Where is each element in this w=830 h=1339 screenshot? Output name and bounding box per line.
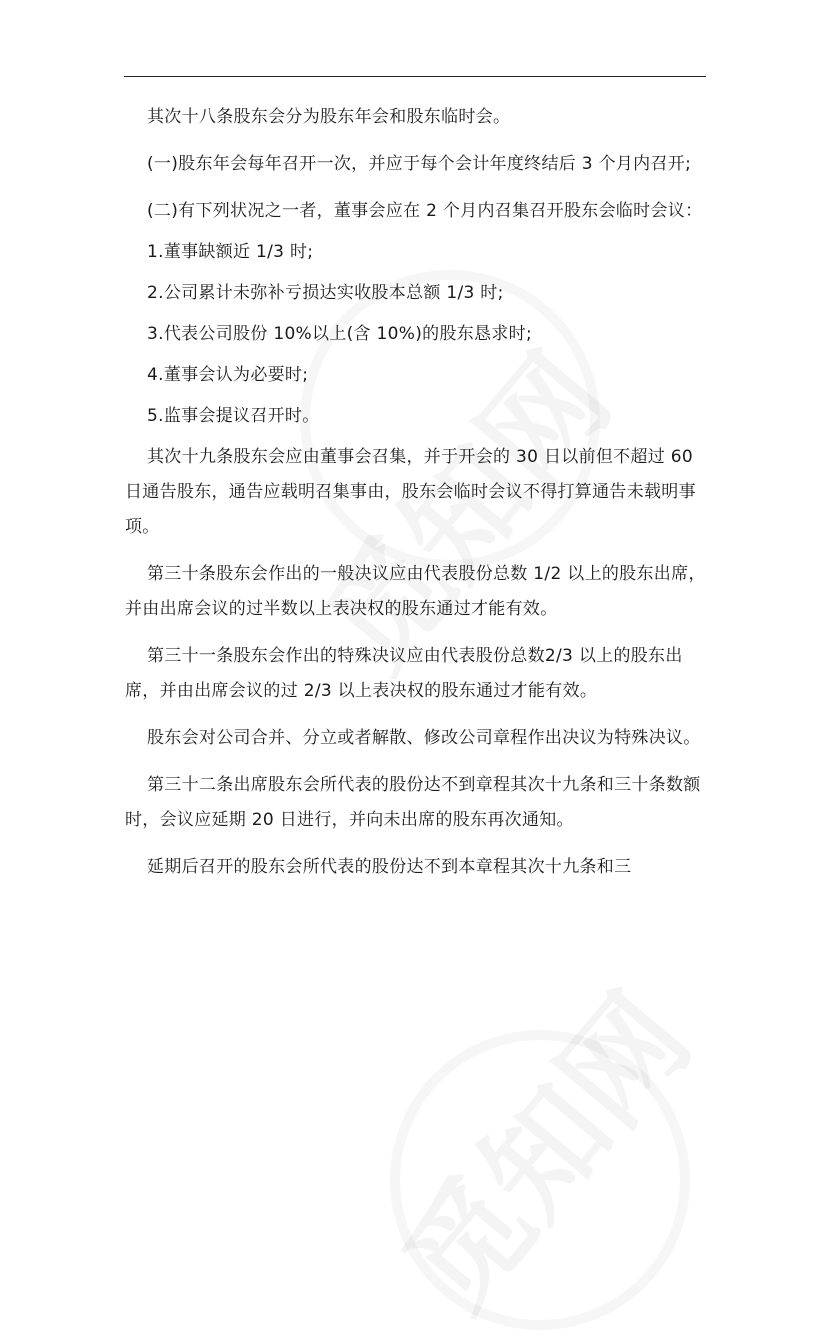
list-item: 5.监事会提议召开时。 [147,406,320,426]
paragraph: 延期后召开的股东会所代表的股份达不到本章程其次十九条和三 [147,857,632,877]
list-item: 1.董事缺额近 1/3 时; [147,242,314,262]
paragraph: 第三十二条出席股东会所代表的股份达不到章程其次十九条和三十条数额时，会议应延期 20 日进行，并向未出席的股东再次通知。 [125,775,701,830]
paragraph: 股东会对公司合并、分立或者解散、修改公司章程作出决议为特殊决议。 [147,728,701,748]
watermark-seal [390,1030,690,1330]
paragraph: 其次十八条股东会分为股东年会和股东临时会。 [147,107,511,127]
watermark-text [358,953,721,1339]
header-rule [124,76,706,77]
list-item: 4.董事会认为必要时; [147,365,309,385]
paragraph: 第三十条股东会作出的一般决议应由代表股份总数 1/2 以上的股东出席，并由出席会议的过半数以上表决权的股东通过才能有效。 [125,564,706,619]
list-item: 2.公司累计未弥补亏损达实收股本总额 1/3 时; [147,283,504,303]
paragraph: (一)股东年会每年召开一次，并应于每个会计年度终结后 3 个月内召开; [147,154,692,174]
list-item: 3.代表公司股份 10%以上(含 10%)的股东恳求时; [147,324,532,344]
paragraph: (二)有下列状况之一者，董事会应在 2 个月内召集召开股东会临时会议： [147,201,703,221]
paragraph: 第三十一条股东会作出的特殊决议应由代表股份总数2/3 以上的股东出席，并由出席会议的过 2/3 以上表决权的股东通过才能有效。 [125,646,683,701]
paragraph: 其次十九条股东会应由董事会召集，并于开会的 30 日以前但不超过 60 日通告股东，通告应载明召集事由，股东会临时会议不得打算通告未载明事项。 [125,447,696,537]
document-body [125,100,710,885]
